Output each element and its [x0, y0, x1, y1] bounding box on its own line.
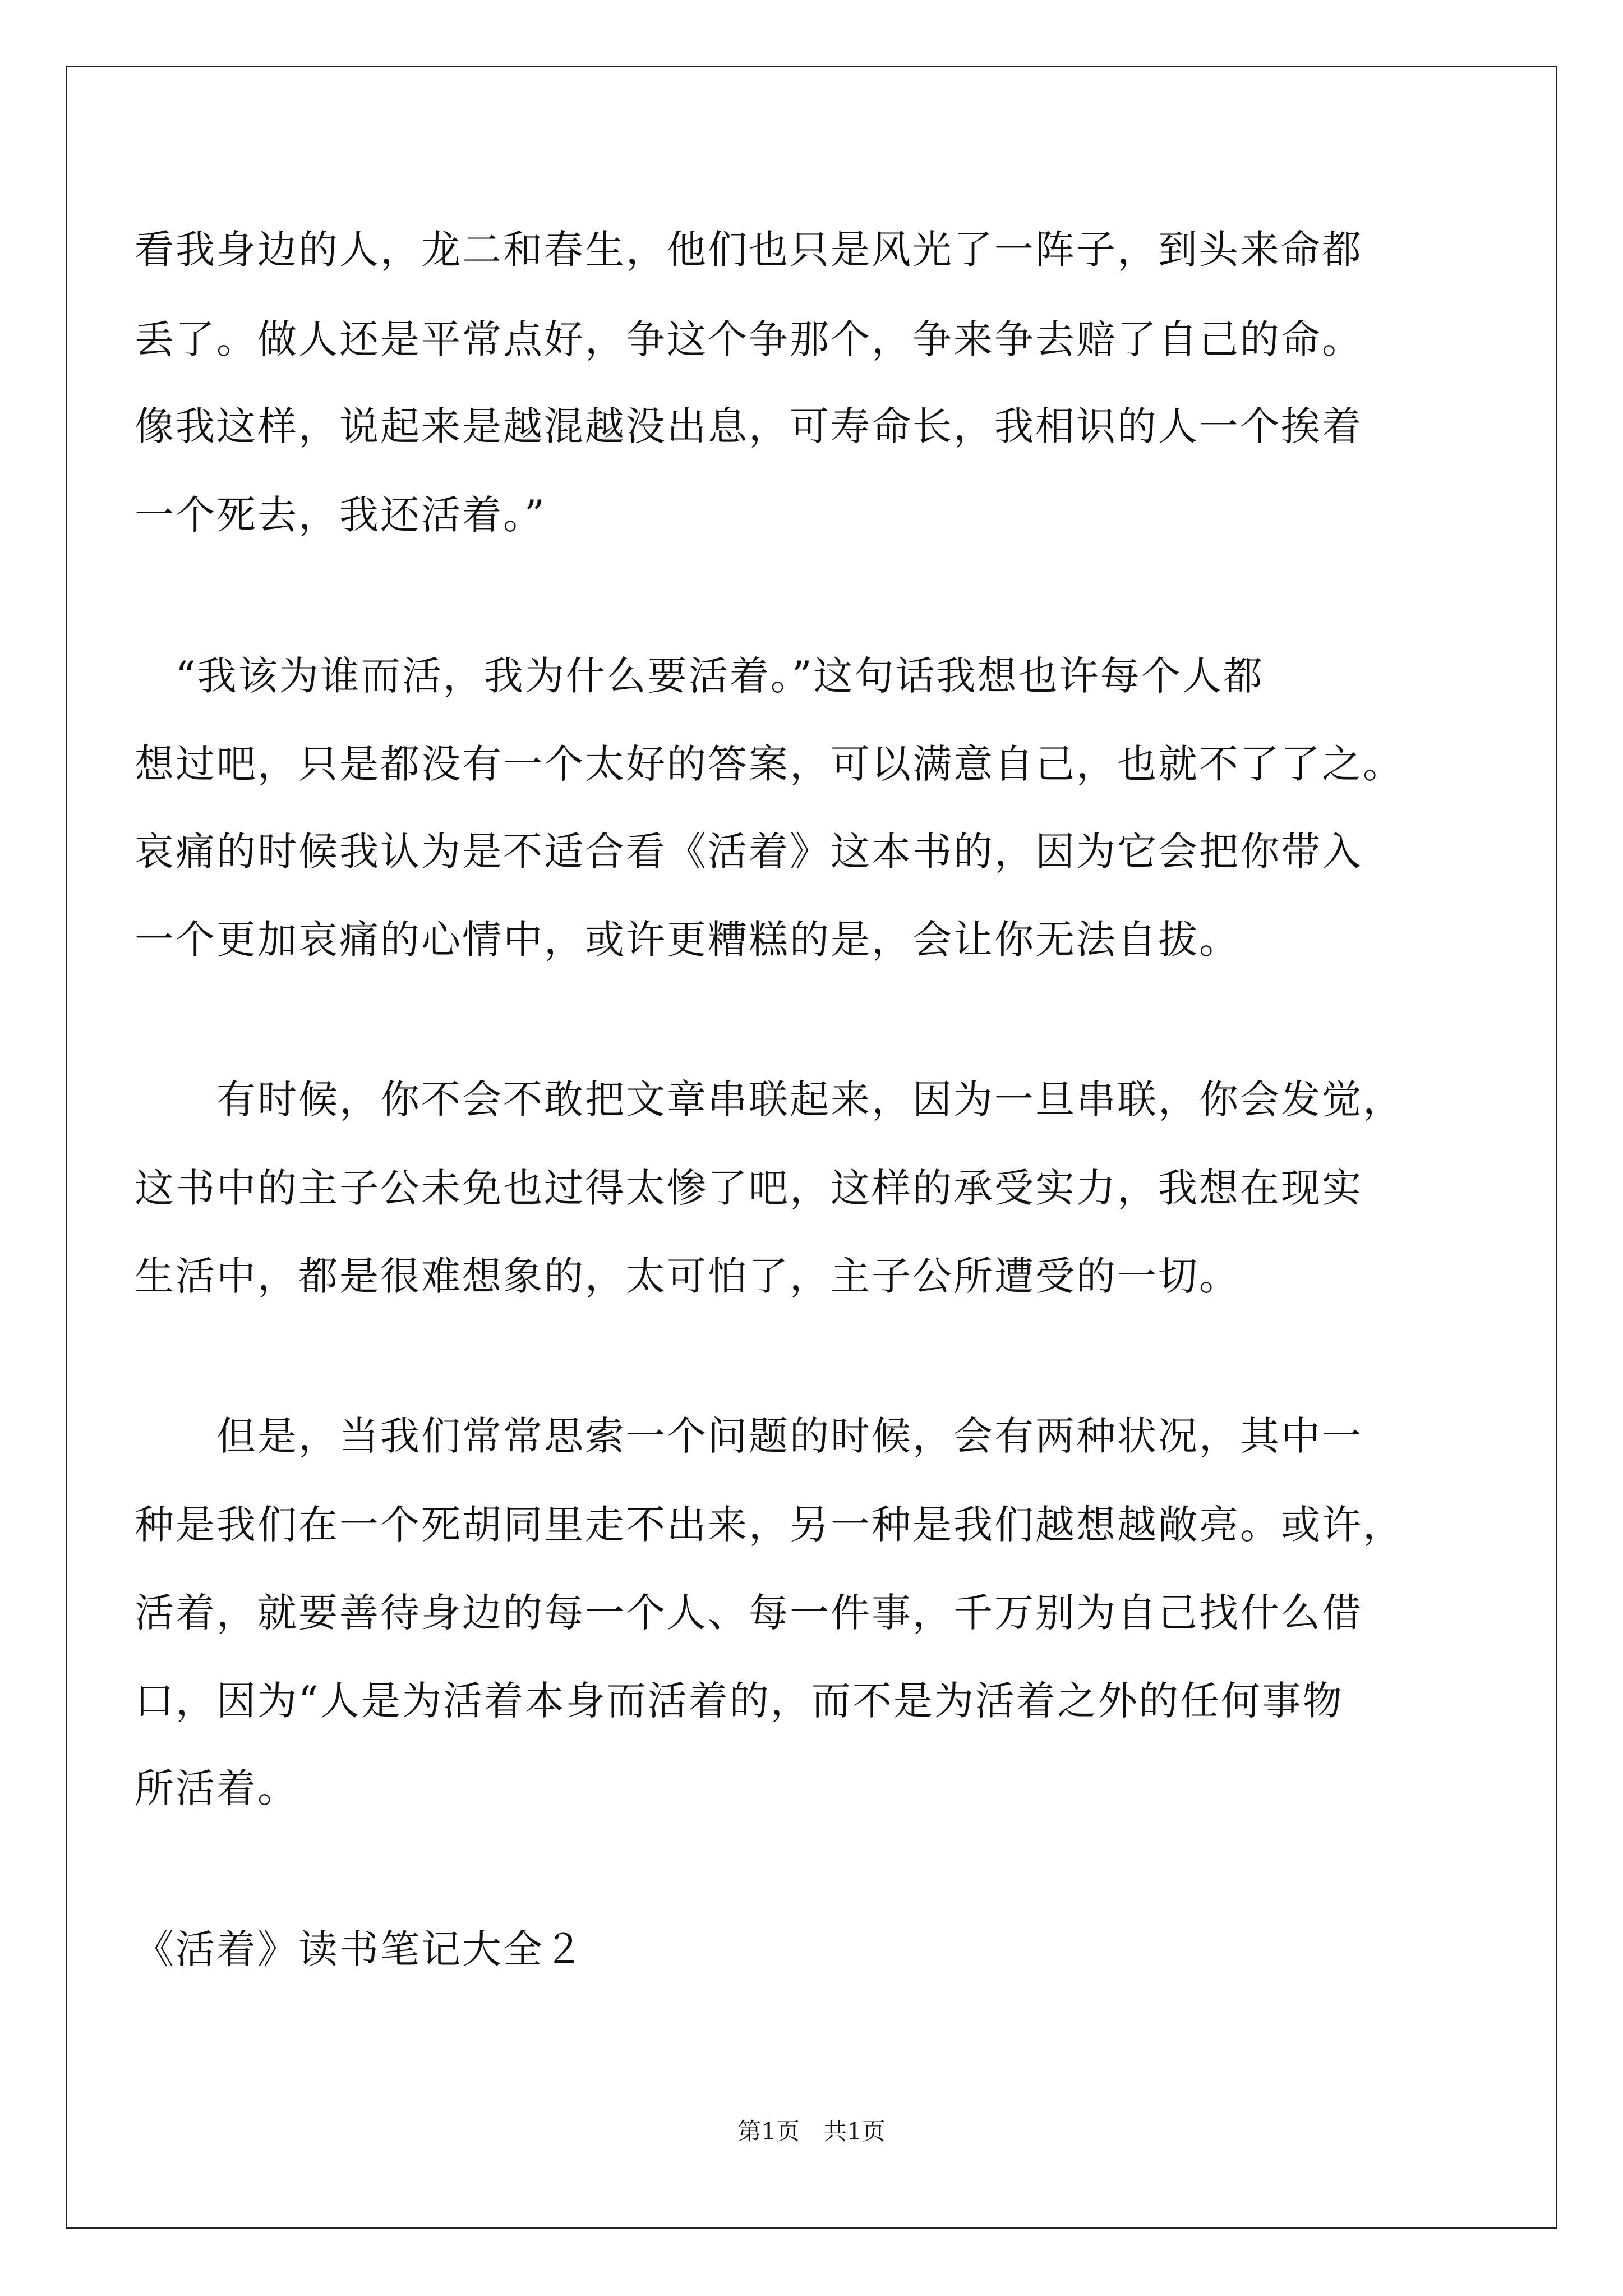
text-line: “我该为谁而活，我为什么要活着。”这句话我想也许每个人都	[135, 653, 1264, 699]
section-heading: 《活着》读书笔记大全２	[135, 1926, 585, 1972]
text-line: 但是，当我们常常思索一个问题的时候，会有两种状况，其中一	[135, 1413, 1363, 1459]
text-line: 种是我们在一个死胡同里走不出来，另一种是我们越想越敞亮。或许，	[135, 1502, 1404, 1548]
text-line: 一个更加哀痛的心情中，或许更糟糕的是，会让你无法自拔。	[135, 917, 1240, 963]
page-border	[66, 66, 1557, 2229]
text-line: 看我身边的人，龙二和春生，他们也只是风光了一阵子，到头来命都	[135, 227, 1363, 273]
text-line: 活着，就要善待身边的每一个人、每一件事，千万别为自己找什么借	[135, 1590, 1363, 1636]
text-line: 口，因为“人是为活着本身而活着的，而不是为活着之外的任何事物	[135, 1678, 1344, 1724]
page-number-footer: 第1页 共1页	[737, 2118, 886, 2145]
text-line: 所活着。	[135, 1765, 298, 1811]
text-line: 像我这样，说起来是越混越没出息，可寿命长，我相识的人一个挨着	[135, 403, 1363, 449]
text-line: 有时候，你不会不敢把文章串联起来，因为一旦串联，你会发觉，	[135, 1076, 1404, 1122]
text-line: 这书中的主子公未免也过得太惨了吧，这样的承受实力，我想在现实	[135, 1165, 1363, 1211]
text-line: 想过吧，只是都没有一个太好的答案，可以满意自己，也就不了了之。	[135, 741, 1404, 787]
text-line: 丢了。做人还是平常点好，争这个争那个，争来争去赔了自己的命。	[135, 316, 1363, 362]
text-line: 生活中，都是很难想象的，太可怕了，主子公所遭受的一切。	[135, 1253, 1240, 1299]
text-line: 哀痛的时候我认为是不适合看《活着》这本书的，因为它会把你带入	[135, 829, 1363, 875]
text-line: 一个死去，我还活着。”	[135, 492, 546, 538]
